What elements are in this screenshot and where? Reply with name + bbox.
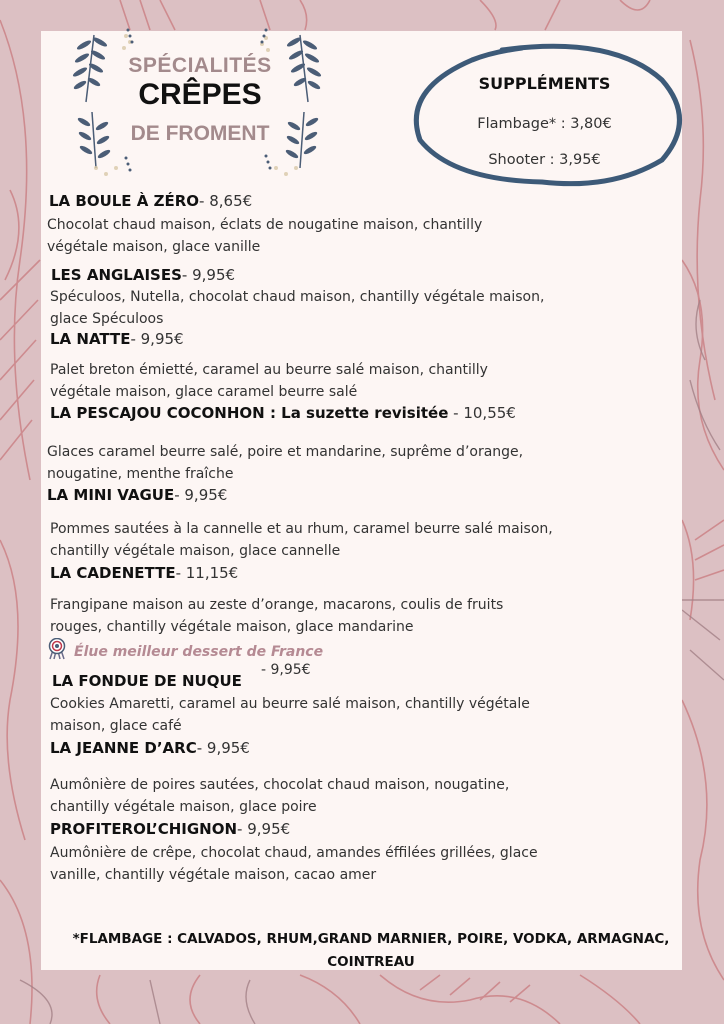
- menu-item-description: Aumônière de poires sautées, chocolat chaud maison, nougatine, chantilly végétale maison, glace poire: [50, 777, 510, 815]
- menu-item-name: LA BOULE À ZÉRO- 8,65€: [49, 192, 253, 210]
- menu-item-name: LA FONDUE DE NUQUE: [52, 672, 242, 690]
- menu-item-description: Chocolat chaud maison, éclats de nougatine maison, chantilly végétale maison, glace vanille: [47, 217, 483, 255]
- menu-item-price: - 9,95€: [196, 739, 250, 757]
- menu-item-name: LA JEANNE D’ARC- 9,95€: [50, 739, 250, 757]
- menu-item-price: - 10,55€: [448, 404, 516, 422]
- menu-item-price: - 9,95€: [130, 330, 184, 348]
- menu-item-name: LA NATTE- 9,95€: [50, 330, 184, 348]
- menu-item-description: Cookies Amaretti, caramel au beurre salé maison, chantilly végétale maison, glace café: [50, 696, 530, 734]
- award-text: Élue meilleur dessert de France: [74, 644, 324, 660]
- menu-item-price: - 8,65€: [199, 192, 253, 210]
- menu-item-description: Glaces caramel beurre salé, poire et mandarine, suprême d’orange, nougatine, menthe fraîche: [47, 444, 524, 482]
- menu-item-name: LA PESCAJOU COCONHON : La suzette revisitée - 10,55€: [50, 404, 516, 422]
- menu-title: [70, 30, 330, 185]
- title-specialites: SPÉCIALITÉS: [128, 54, 272, 77]
- flambage-footnote: *FLAMBAGE : CALVADOS, RHUM,GRAND MARNIER, POIRE, VODKA, ARMAGNAC, COINTREAU: [72, 931, 670, 970]
- menu-item-description: Frangipane maison au zeste d’orange, macarons, coulis de fruits rouges, chantilly végétale maison, glace mandarine: [50, 597, 504, 635]
- supplements-title: SUPPLÉMENTS: [478, 74, 611, 93]
- menu-item-name: LES ANGLAISES- 9,95€: [51, 266, 236, 284]
- menu-item-description: Palet breton émietté, caramel au beurre salé maison, chantilly végétale maison, glace caramel beurre salé: [50, 362, 488, 400]
- menu-item-price: - 11,15€: [175, 564, 239, 582]
- award-badge: [48, 638, 323, 660]
- award-ribbon-icon: [48, 638, 66, 660]
- menu-item-name: LA CADENETTE- 11,15€: [50, 564, 239, 582]
- menu-item-price: - 9,95€: [181, 266, 236, 284]
- menu-item-description: Spéculoos, Nutella, chocolat chaud maison, chantilly végétale maison, glace Spéculoos: [50, 289, 545, 327]
- title-crepes: CRÊPES: [138, 78, 262, 111]
- menu-item-name: PROFITEROL’CHIGNON- 9,95€: [50, 820, 291, 838]
- menu-item-description: Pommes sautées à la cannelle et au rhum, caramel beurre salé maison, chantilly végétale maison, glace cannelle: [50, 521, 553, 559]
- menu-item-price: - 9,95€: [174, 486, 228, 504]
- title-de-froment: DE FROMENT: [130, 122, 270, 145]
- menu-item-description: Aumônière de crêpe, chocolat chaud, amandes éffilées grillées, glace vanille, chantilly végétale maison, cacao amer: [50, 845, 538, 883]
- menu-item-price: - 9,95€: [261, 662, 311, 678]
- supplement-flambage: Flambage* : 3,80€: [477, 116, 612, 132]
- menu-item-price: - 9,95€: [237, 820, 291, 838]
- supplement-shooter: Shooter : 3,95€: [488, 152, 601, 168]
- supplements-box: [412, 40, 692, 200]
- menu-item-name: LA MINI VAGUE- 9,95€: [47, 486, 228, 504]
